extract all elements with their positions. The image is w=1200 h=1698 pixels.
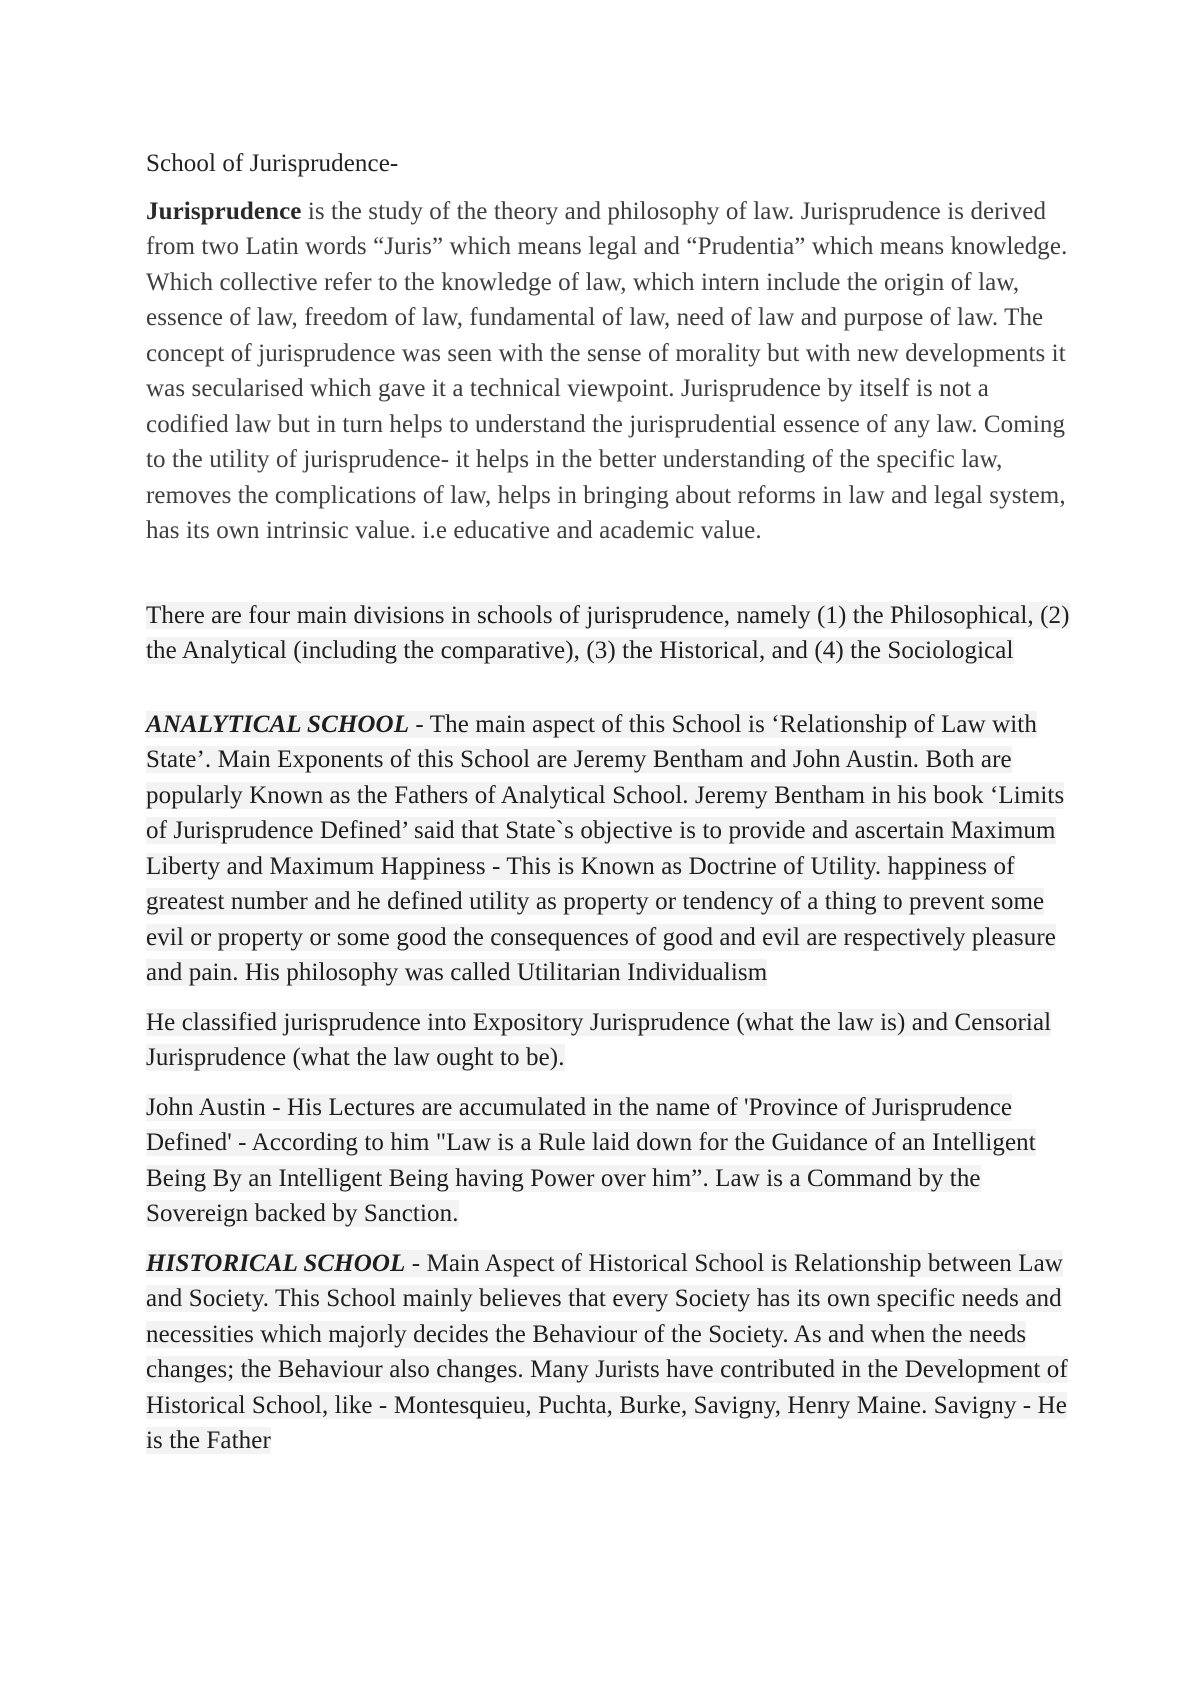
austin-paragraph — [146, 1090, 1076, 1232]
intro-paragraph — [146, 194, 1076, 549]
analytical-text: - The main aspect of this School is ‘Relationship of Law with State’. Main Exponents of this School are Jeremy Bentham and John Austin. Both are popularly Known as the Fathers of Analytical School. Jeremy Bentham in his book ‘Limits of Jurisprudence Defined’ said that State`s objective is to provide and ascertain Maximum Liberty and Maximum Happiness - This is Known as Doctrine of Utility. happiness of greatest number and he defined utility as property or tendency of a thing to prevent some evil or property or some good the consequences of good and evil are respectively pleasure and pain. His philosophy was called Utilitarian Individualism — [146, 710, 1065, 986]
classified-paragraph — [146, 1005, 1076, 1076]
historical-text: - Main Aspect of Historical School is Relationship between Law and Society. This School mainly believes that every Society has its own specific needs and necessities which majorly decides the Behaviour of the Society. As and when the needs changes; the Behaviour also changes. Many Jurists have contributed in the Development of Historical School, like - Montesquieu, Puchta, Burke, Savigny, Henry Maine. Savigny - He is the Father — [146, 1249, 1068, 1454]
intro-term: Jurisprudence — [146, 197, 302, 225]
analytical-highlight — [146, 711, 1064, 987]
analytical-paragraph — [146, 707, 1076, 991]
historical-highlight — [146, 1250, 1068, 1455]
classified-text: He classified jurisprudence into Expository Jurisprudence (what the law is) and Censorial Jurisprudence (what the law ought to be). — [146, 1008, 1052, 1071]
historical-paragraph — [146, 1246, 1076, 1459]
historical-heading: HISTORICAL SCHOOL — [146, 1249, 406, 1277]
analytical-heading: ANALYTICAL SCHOOL — [146, 710, 410, 738]
document-title: School of Jurisprudence- — [146, 150, 399, 177]
divisions-paragraph — [146, 598, 1076, 669]
intro-text: is the study of the theory and philosophy of law. Jurisprudence is derived from two Latin words “Juris” which means legal and “Prudentia” which means knowledge. Which collective refer to the knowledge of law, which intern include the origin of law, essence of law, freedom of law, fundamental of law, need of law and purpose of law. The concept of jurisprudence was seen with the sense of morality but with new developments it was secularised which gave it a technical viewpoint. Jurisprudence by itself is not a codified law but in turn helps to understand the jurisprudential essence of any law. Coming to the utility of jurisprudence- it helps in the better understanding of the specific law, removes the complications of law, helps in bringing about reforms in law and legal system, has its own intrinsic value. i.e educative and academic value. — [146, 197, 1068, 544]
document-page — [146, 146, 1076, 1459]
austin-text: John Austin - His Lectures are accumulated in the name of 'Province of Jurisprudence Defined' - According to him "Law is a Rule laid down for the Guidance of an Intelligent Being By an Intelligent Being having Power over him”. Law is a Command by the Sovereign backed by Sanction. — [146, 1093, 1036, 1227]
divisions-text: There are four main divisions in schools of jurisprudence, namely (1) the Philosophical, (2) the Analytical (including the comparative), (3) the Historical, and (4) the Sociological — [146, 601, 1070, 664]
